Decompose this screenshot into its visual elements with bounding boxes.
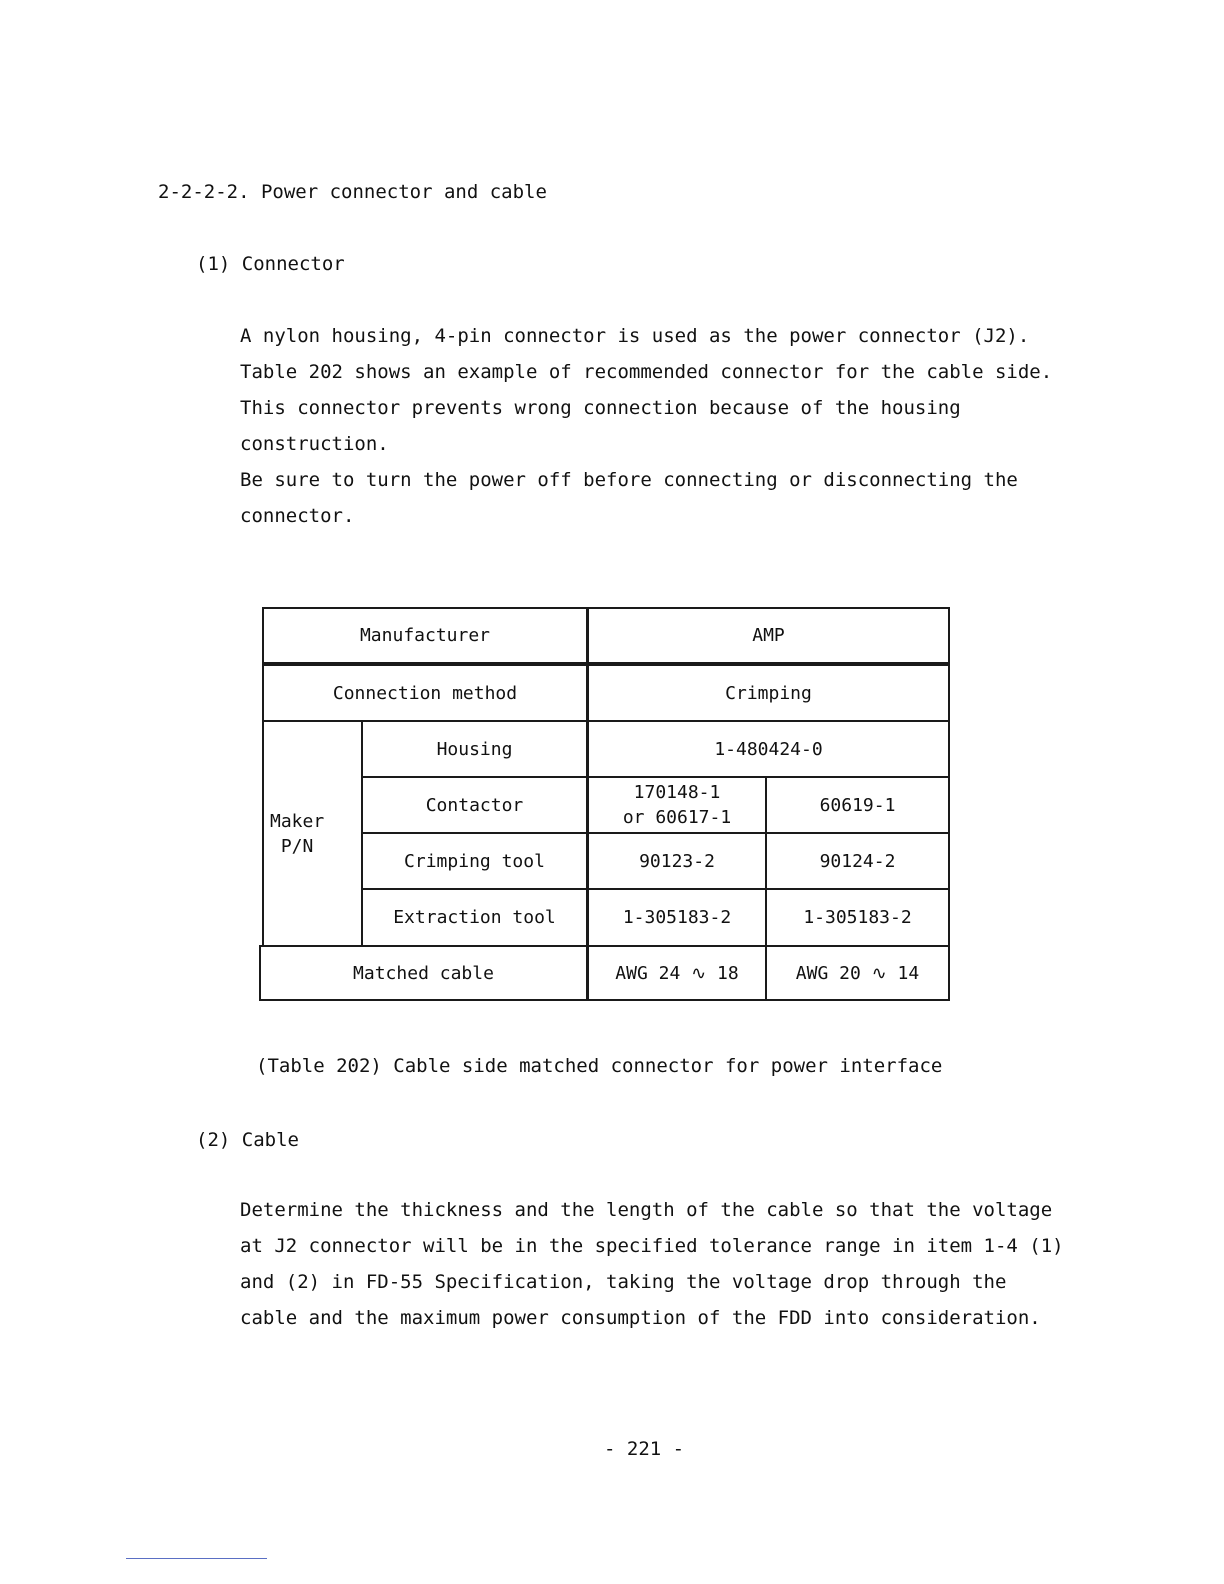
connector-paragraph-line: construction.: [240, 433, 389, 455]
crimping-tool-value-a: 90123-2: [586, 832, 767, 890]
matched-cable-value-b: AWG 20 ∿ 14: [765, 945, 950, 1001]
housing-label: Housing: [361, 720, 588, 778]
cable-paragraph-line: at J2 connector will be in the specified tolerance range in item 1-4 (1): [240, 1235, 1064, 1257]
section-heading: 2-2-2-2. Power connector and cable: [158, 181, 547, 203]
extraction-tool-value-a: 1-305183-2: [586, 888, 767, 947]
connector-paragraph-line: Be sure to turn the power off before connecting or disconnecting the: [240, 469, 1018, 491]
cable-paragraph-line: cable and the maximum power consumption of the FDD into consideration.: [240, 1307, 1041, 1329]
contactor-value-b: 60619-1: [765, 776, 950, 834]
contactor-label: Contactor: [361, 776, 588, 834]
cable-paragraph-line: Determine the thickness and the length of the cable so that the voltage: [240, 1199, 1053, 1221]
extraction-tool-label: Extraction tool: [361, 888, 588, 947]
connection-method-value: Crimping: [586, 664, 950, 722]
cable-paragraph-line: and (2) in FD-55 Specification, taking the voltage drop through the: [240, 1271, 1007, 1293]
matched-cable-value-a: AWG 24 ∿ 18: [586, 945, 767, 1001]
crimping-tool-label: Crimping tool: [361, 832, 588, 890]
page-number: - 221 -: [604, 1438, 685, 1460]
table-caption: (Table 202) Cable side matched connector for power interface: [256, 1055, 943, 1077]
cable-subheading: (2) Cable: [196, 1129, 299, 1151]
connector-subheading: (1) Connector: [196, 253, 345, 275]
connector-spec-table: [262, 607, 950, 1000]
matched-cable-label: Matched cable: [259, 945, 588, 1001]
housing-value: 1-480424-0: [586, 720, 950, 778]
connector-paragraph-line: This connector prevents wrong connection because of the housing: [240, 397, 961, 419]
connector-paragraph-line: connector.: [240, 505, 355, 527]
maker-pn-label: Maker P/N: [262, 720, 363, 947]
manufacturer-label: Manufacturer: [262, 607, 588, 664]
connector-paragraph-line: A nylon housing, 4-pin connector is used as the power connector (J2).: [240, 325, 1030, 347]
crimping-tool-value-b: 90124-2: [765, 832, 950, 890]
connection-method-label: Connection method: [262, 664, 588, 722]
connector-paragraph-line: Table 202 shows an example of recommended connector for the cable side.: [240, 361, 1053, 383]
extraction-tool-value-b: 1-305183-2: [765, 888, 950, 947]
footer-rule: [126, 1558, 267, 1559]
contactor-value-a: 170148-1 or 60617-1: [586, 776, 767, 834]
manufacturer-value: AMP: [586, 607, 950, 664]
